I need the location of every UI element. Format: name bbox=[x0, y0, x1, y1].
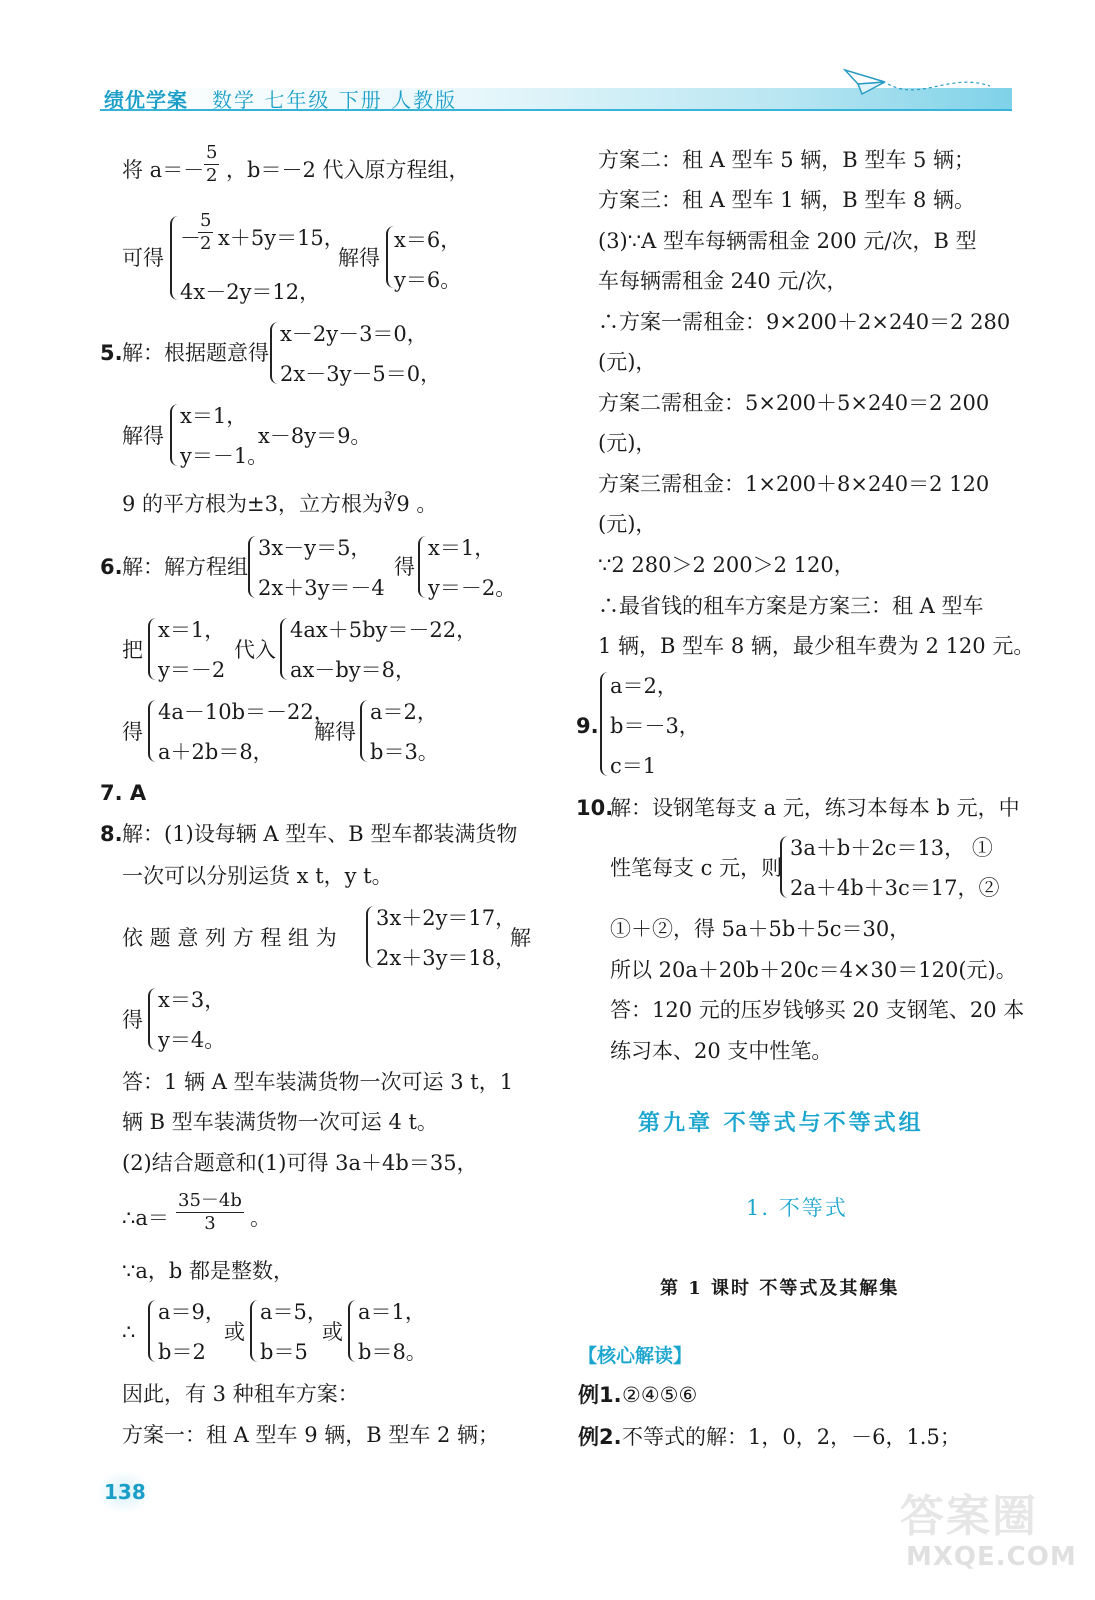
equation: x＝1， bbox=[180, 404, 248, 428]
brace bbox=[248, 536, 258, 598]
equation: a＝2， bbox=[370, 700, 438, 724]
text-line: 解：根据题意得 bbox=[122, 341, 269, 365]
text-line: 解得 bbox=[338, 246, 380, 270]
text-line: 解得 bbox=[122, 424, 164, 448]
brace bbox=[170, 404, 180, 466]
text-line: 方案三需租金：1×200＋8×240＝2 120 bbox=[598, 472, 990, 496]
text-line: 一次可以分别运货 x t，y t。 bbox=[122, 864, 393, 888]
equation: a＝2， bbox=[610, 674, 678, 698]
text-line: 练习本、20 支中性笔。 bbox=[610, 1039, 833, 1063]
text-line: (元)， bbox=[598, 431, 657, 455]
equation: a＝5， bbox=[260, 1300, 328, 1324]
text-line: 得 bbox=[122, 720, 143, 744]
text-line: 性笔每支 c 元，则 bbox=[610, 856, 783, 880]
text-line: ②④⑤⑥ bbox=[622, 1383, 698, 1407]
brace bbox=[270, 322, 280, 384]
text-line: 方案二需租金：5×200＋5×240＝2 200 bbox=[598, 391, 990, 415]
text-line: ∵2 280＞2 200＞2 120， bbox=[598, 553, 855, 577]
brace bbox=[600, 672, 610, 776]
equation: 3x＋2y＝17， bbox=[376, 906, 517, 930]
text-line: 因此，有 3 种租车方案： bbox=[122, 1382, 359, 1406]
example-label: 例2. bbox=[578, 1425, 622, 1449]
text-line: 不等式的解：1，0，2，－6，1.5； bbox=[622, 1425, 961, 1449]
text-line: 或 bbox=[322, 1320, 343, 1344]
brace bbox=[280, 618, 290, 680]
text-line: 方案三：租 A 型车 1 辆，B 型车 8 辆。 bbox=[598, 188, 976, 212]
text-line: 解得 bbox=[314, 720, 356, 744]
equation: 4ax＋5by＝－22， bbox=[290, 618, 478, 642]
text-line: ∴a＝ bbox=[122, 1206, 169, 1230]
text-line: 得 bbox=[394, 555, 415, 579]
equation: 3a＋b＋2c＝13， ① bbox=[790, 836, 993, 860]
text-line: 将 a＝－ bbox=[122, 158, 205, 182]
equation: b＝3。 bbox=[370, 740, 439, 764]
watermark bbox=[900, 1480, 1077, 1590]
equation: 4x－2y＝12， bbox=[180, 280, 321, 304]
text-line: 解 bbox=[510, 926, 531, 950]
brace bbox=[418, 536, 428, 598]
text-line: ∴方案一需租金：9×200＋2×240＝2 280 bbox=[598, 310, 1011, 334]
text-line: ①＋②，得 5a＋5b＋5c＝30， bbox=[610, 917, 911, 941]
lesson-title: 第 1 课时 不等式及其解集 bbox=[660, 1278, 900, 1299]
brace bbox=[250, 1300, 260, 1362]
equation: y＝6。 bbox=[394, 268, 462, 292]
core-heading: 【核心解读】 bbox=[578, 1345, 693, 1367]
fraction bbox=[176, 1192, 244, 1233]
equation: 2x＋3y＝－4 bbox=[258, 576, 385, 600]
equation: y＝4。 bbox=[158, 1028, 226, 1052]
brace bbox=[148, 618, 158, 680]
text-line: 解：设钢笔每支 a 元，练习本每本 b 元，中 bbox=[610, 796, 1020, 820]
question-number: 8. bbox=[100, 822, 123, 846]
brace bbox=[348, 1300, 358, 1362]
text-line: ∴最省钱的租车方案是方案三：租 A 型车 bbox=[598, 594, 984, 618]
text-line: 可得 bbox=[122, 246, 164, 270]
text-line: 辆 B 型车装满货物一次可运 4 t。 bbox=[122, 1110, 438, 1134]
text-line: 方案二：租 A 型车 5 辆，B 型车 5 辆； bbox=[598, 148, 976, 172]
fraction-numerator: 5 bbox=[206, 142, 218, 163]
text-line: ∵a，b 都是整数， bbox=[122, 1259, 294, 1283]
fraction bbox=[204, 144, 219, 185]
fraction bbox=[198, 212, 213, 253]
watermark-logo: 答案圈 bbox=[900, 1491, 1038, 1542]
equation: 2x－3y－5＝0， bbox=[280, 362, 442, 386]
text-line: 依 题 意 列 方 程 组 为 bbox=[122, 926, 337, 950]
text-line: (3)∵A 型车每辆需租金 200 元/次，B 型 bbox=[598, 229, 977, 253]
fraction-denominator: 2 bbox=[206, 165, 218, 186]
equation: c＝1 bbox=[610, 754, 657, 778]
text-line: 把 bbox=[122, 638, 143, 662]
text-line: 解：(1)设每辆 A 型车、B 型车都装满货物 bbox=[122, 822, 518, 846]
text-line: 答：120 元的压岁钱够买 20 支钢笔、20 本 bbox=[610, 998, 1025, 1022]
text-line: (元)， bbox=[598, 350, 657, 374]
fraction-numerator: 35－4b bbox=[178, 1190, 242, 1211]
text-line: 得 bbox=[122, 1008, 143, 1032]
text-line: 9 的平方根为±3，立方根为∛9 。 bbox=[122, 492, 438, 516]
question-number: 9. bbox=[576, 714, 599, 738]
equation: a＝9， bbox=[158, 1300, 226, 1324]
equation: － bbox=[180, 226, 201, 250]
equation: x－8y＝9。 bbox=[258, 424, 372, 448]
text-line: 答：1 辆 A 型车装满货物一次可运 3 t，1 bbox=[122, 1070, 514, 1094]
brace bbox=[148, 1300, 158, 1362]
equation: x＋5y＝15， bbox=[218, 226, 345, 250]
question-number: 10. bbox=[576, 796, 614, 820]
equation: x＝3， bbox=[158, 988, 226, 1012]
text-line: 方案一：租 A 型车 9 辆，B 型车 2 辆； bbox=[122, 1423, 500, 1447]
example-label: 例1. bbox=[578, 1383, 622, 1407]
question-number: 5. bbox=[100, 341, 123, 365]
brace bbox=[170, 216, 180, 300]
brace bbox=[366, 906, 376, 968]
equation: a＝1， bbox=[358, 1300, 426, 1324]
equation: b＝5 bbox=[260, 1340, 308, 1364]
equation: y＝－2。 bbox=[428, 576, 517, 600]
fraction-denominator: 2 bbox=[200, 233, 212, 254]
brace bbox=[148, 988, 158, 1050]
equation: b＝－3， bbox=[610, 714, 700, 738]
equation: y＝－1。 bbox=[180, 444, 269, 468]
page-number: 138 bbox=[104, 1480, 146, 1504]
equation: ax－by＝8， bbox=[290, 658, 417, 682]
book-subtitle: 数学 七年级 下册 人教版 bbox=[212, 88, 458, 112]
equation: x＝1， bbox=[158, 618, 226, 642]
text-line: 解：解方程组 bbox=[122, 555, 248, 579]
text-line: 或 bbox=[224, 1320, 245, 1344]
brace bbox=[148, 700, 158, 762]
paper-plane-icon bbox=[840, 62, 1000, 112]
equation: b＝8。 bbox=[358, 1340, 427, 1364]
equation: a＋2b＝8， bbox=[158, 740, 274, 764]
text-line: (元)， bbox=[598, 512, 657, 536]
question-number: 6. bbox=[100, 555, 123, 579]
equation: x＝1， bbox=[428, 536, 496, 560]
fraction-denominator: 3 bbox=[204, 1213, 216, 1234]
equation: b＝2 bbox=[158, 1340, 206, 1364]
text-line: 代入 bbox=[234, 638, 276, 662]
equation: y＝－2 bbox=[158, 658, 226, 682]
fraction-numerator: 5 bbox=[200, 210, 212, 231]
text-line: 所以 20a＋20b＋20c＝4×30＝120(元)。 bbox=[610, 958, 1017, 982]
brace bbox=[780, 836, 790, 898]
answer-line: 7. A bbox=[100, 781, 147, 805]
equation: 3x－y＝5， bbox=[258, 536, 372, 560]
brand-logo: 绩优学案 bbox=[104, 88, 188, 112]
chapter-title: 第九章 不等式与不等式组 bbox=[638, 1111, 924, 1136]
equation: 2x＋3y＝18， bbox=[376, 946, 517, 970]
text-line: 1 辆，B 型车 8 辆，最少租车费为 2 120 元。 bbox=[598, 634, 1035, 658]
section-title: 1. 不等式 bbox=[746, 1196, 848, 1220]
text-line: 车每辆需租金 240 元/次， bbox=[598, 269, 848, 293]
equation: 2a＋4b＋3c＝17，② bbox=[790, 876, 1000, 900]
equation: x－2y－3＝0， bbox=[280, 322, 428, 346]
brace bbox=[360, 700, 370, 762]
equation: x＝6， bbox=[394, 228, 462, 252]
text-line: ∴ bbox=[122, 1320, 136, 1344]
text-line: (2)结合题意和(1)可得 3a＋4b＝35， bbox=[122, 1151, 478, 1175]
text-line: ，b＝－2 代入原方程组， bbox=[226, 158, 470, 182]
text-line: 。 bbox=[250, 1206, 271, 1230]
watermark-url: MXQE.COM bbox=[906, 1542, 1077, 1572]
equation: 4a－10b＝－22， bbox=[158, 700, 335, 724]
